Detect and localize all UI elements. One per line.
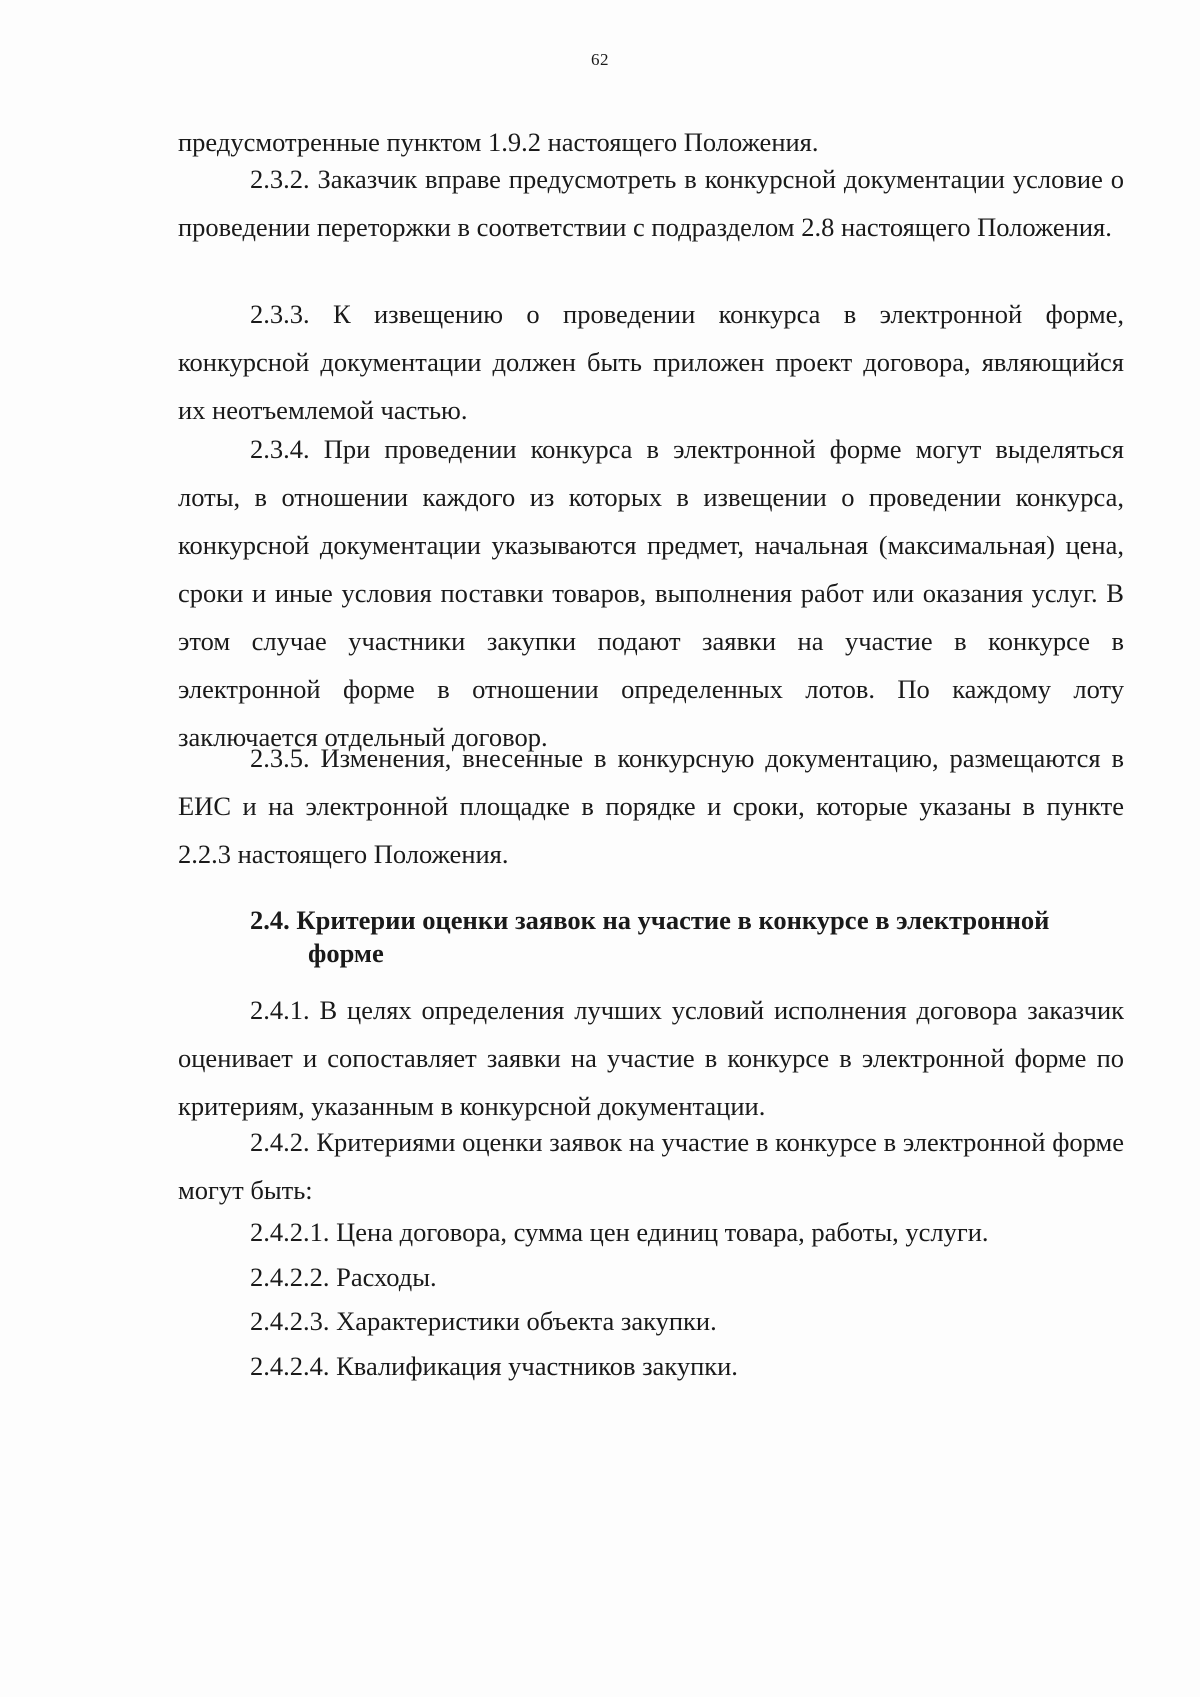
section-heading-2-4-continued: форме xyxy=(308,938,384,968)
list-item-2-4-2-3: 2.4.2.3. Характеристики объекта закупки. xyxy=(250,1306,717,1336)
list-item-2-4-2-2: 2.4.2.2. Расходы. xyxy=(250,1262,437,1292)
paragraph-2-3-3: 2.3.3. К извещению о проведении конкурса в электронной форме, конкурсной документации должен быть приложен проект договора, являющийся их неотъемлемой частью. xyxy=(178,299,1124,425)
section-heading-2-4: 2.4. Критерии оценки заявок на участие в конкурсе в электронной xyxy=(250,905,1050,935)
paragraph-2-3-2: 2.3.2. Заказчик вправе предусмотреть в конкурсной документации условие о проведении переторжки в соответствии с подразделом 2.8 настоящего Положения. xyxy=(178,164,1124,242)
paragraph-continuation: предусмотренные пунктом 1.9.2 настоящего Положения. xyxy=(178,127,819,157)
paragraph-2-4-1: 2.4.1. В целях определения лучших условий исполнения договора заказчик оценивает и сопоставляет заявки на участие в конкурсе в электронной форме по критериям, указанным в конкурсной документации. xyxy=(178,995,1124,1121)
page-number: 62 xyxy=(591,50,609,69)
paragraph-2-3-5: 2.3.5. Изменения, внесенные в конкурсную документацию, размещаются в ЕИС и на электронной площадке в порядке и сроки, которые указаны в пункте 2.2.3 настоящего Положения. xyxy=(178,743,1124,869)
list-item-2-4-2-1: 2.4.2.1. Цена договора, сумма цен единиц товара, работы, услуги. xyxy=(250,1217,989,1247)
paragraph-2-3-4: 2.3.4. При проведении конкурса в электронной форме могут выделяться лоты, в отношении каждого из которых в извещении о проведении конкурса, конкурсной документации указываются предмет, начальная (максимальная) цена, сроки и иные условия поставки товаров, выполнения работ или оказания услуг. В этом случае участники закупки подают заявки на участие в конкурсе в электронной форме в отношении определенных лотов. По каждому лоту заключается отдельный договор. xyxy=(178,434,1124,752)
list-item-2-4-2-4: 2.4.2.4. Квалификация участников закупки. xyxy=(250,1351,738,1381)
paragraph-2-4-2: 2.4.2. Критериями оценки заявок на участие в конкурсе в электронной форме могут быть: xyxy=(178,1127,1124,1205)
